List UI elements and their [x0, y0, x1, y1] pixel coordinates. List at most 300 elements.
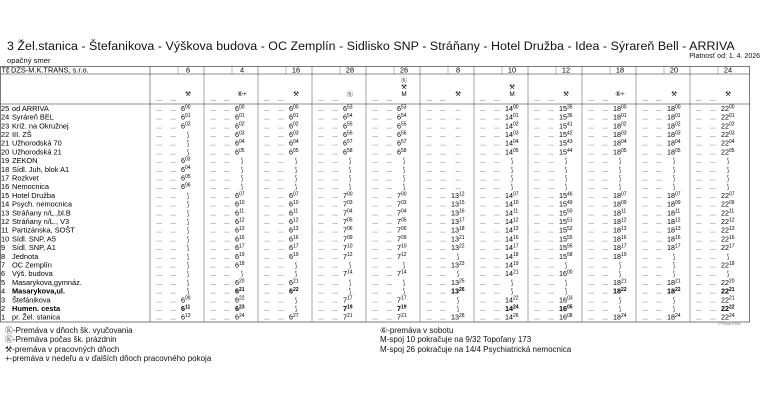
no-service-dots: … — [455, 159, 461, 166]
filler-dots: … — [264, 298, 270, 305]
filler-dots: … — [332, 150, 338, 157]
filler-dots: … — [710, 272, 716, 279]
header-dots: … — [372, 97, 378, 103]
departure-time: $16^{08}$ — [559, 312, 573, 322]
no-service-dots: … — [455, 150, 461, 157]
filler-dots: … — [332, 202, 338, 209]
filler-dots: … — [318, 176, 324, 183]
filler-dots: … — [494, 106, 500, 113]
pass-through-mark: ⟆ — [672, 166, 676, 174]
filler-dots: … — [480, 280, 486, 287]
stop-name: III. ZŠ — [12, 130, 32, 139]
filler-dots: … — [588, 307, 594, 313]
departure-time: $14^{01}$ — [505, 112, 519, 122]
departure-time: $6^{21}$ — [235, 286, 245, 296]
filler-dots: … — [642, 150, 648, 157]
filler-dots: … — [534, 150, 540, 157]
departure-time: $6^{07}$ — [289, 190, 299, 200]
departure-time: $7^{04}$ — [343, 208, 353, 218]
tc-header: Tč — [1, 66, 10, 75]
departure-time: $6^{20}$ — [235, 277, 245, 287]
filler-dots: … — [224, 298, 230, 305]
filler-dots: … — [210, 185, 216, 192]
filler-dots: … — [170, 246, 176, 253]
filler-dots: … — [332, 176, 338, 183]
pass-through-mark: ⟆ — [564, 158, 568, 166]
filler-dots: … — [602, 150, 608, 157]
departure-time: $6^{03}$ — [235, 130, 245, 139]
filler-dots: … — [278, 193, 284, 200]
departure-time: $6^{17}$ — [289, 243, 299, 253]
trip-symbol: ⚒ — [725, 91, 731, 98]
trip-symbol: ⚒ — [509, 84, 515, 91]
departure-time: $7^{14}$ — [343, 269, 353, 279]
departure-time: $18^{21}$ — [667, 277, 681, 287]
pass-through-mark: ⟆ — [186, 140, 190, 148]
pass-through-mark: ⟆ — [186, 192, 190, 200]
filler-dots: … — [588, 272, 594, 279]
filler-dots: … — [440, 246, 446, 253]
stop-name: Masarykova,ul. — [12, 286, 65, 296]
departure-time: $14^{19}$ — [505, 260, 519, 270]
filler-dots: … — [480, 150, 486, 157]
filler-dots: … — [278, 289, 284, 296]
filler-dots: … — [318, 159, 324, 166]
pass-through-mark: ⟆ — [618, 175, 622, 183]
pass-through-mark: ⟆ — [618, 271, 622, 279]
filler-dots: … — [332, 315, 338, 322]
filler-dots: … — [642, 280, 648, 287]
departure-time: $15^{44}$ — [559, 147, 573, 157]
filler-dots: … — [372, 220, 378, 226]
departure-time: $6^{10}$ — [235, 199, 245, 209]
filler-dots: … — [264, 124, 270, 131]
filler-dots: … — [696, 133, 702, 139]
filler-dots: … — [710, 176, 716, 183]
filler-dots: … — [588, 263, 594, 270]
filler-dots: … — [426, 202, 432, 209]
pass-through-mark: ⟆ — [294, 184, 298, 192]
filler-dots: … — [224, 124, 230, 131]
filler-dots: … — [210, 150, 216, 157]
filler-dots: … — [588, 133, 594, 139]
departure-time: $6^{02}$ — [289, 121, 299, 131]
filler-dots: … — [386, 167, 392, 174]
filler-dots: … — [332, 246, 338, 253]
filler-dots: … — [534, 202, 540, 209]
filler-dots: … — [696, 263, 702, 270]
departure-time: $18^{05}$ — [667, 147, 681, 157]
filler-dots: … — [642, 159, 648, 166]
filler-dots: … — [696, 298, 702, 305]
pass-through-mark: ⟆ — [564, 288, 568, 296]
stop-name: OC Zemplín — [12, 260, 52, 270]
filler-dots: … — [494, 246, 500, 253]
filler-dots: … — [278, 237, 284, 244]
stop-tc: 18 — [1, 164, 10, 174]
pass-through-mark: ⟆ — [564, 262, 568, 270]
filler-dots: … — [602, 315, 608, 322]
pass-through-mark: ⟆ — [456, 271, 460, 279]
pass-through-mark: ⟆ — [456, 306, 460, 313]
filler-dots: … — [642, 124, 648, 131]
filler-dots: … — [372, 106, 378, 113]
operator-name: DZS-M.K.TRANS, s.r.o. — [11, 66, 89, 75]
pass-through-mark: ⟆ — [618, 262, 622, 270]
filler-dots: … — [426, 176, 432, 183]
filler-dots: … — [426, 220, 432, 226]
legend-working-days: ⚒-premáva v pracovných dňoch — [5, 344, 120, 354]
filler-dots: … — [602, 289, 608, 296]
filler-dots: … — [170, 272, 176, 279]
filler-dots: … — [642, 220, 648, 226]
filler-dots: … — [156, 307, 162, 313]
pass-through-mark: ⟆ — [618, 297, 622, 305]
filler-dots: … — [642, 307, 648, 313]
filler-dots: … — [210, 289, 216, 296]
departure-time: $18^{16}$ — [613, 234, 627, 244]
filler-dots: … — [548, 315, 554, 322]
stop-name: Syráreň BEL — [12, 112, 54, 122]
filler-dots: … — [332, 298, 338, 305]
filler-dots: … — [426, 280, 432, 287]
filler-dots: … — [156, 280, 162, 287]
filler-dots: … — [386, 315, 392, 322]
filler-dots: … — [656, 246, 662, 253]
filler-dots: … — [426, 246, 432, 253]
filler-dots: … — [696, 272, 702, 279]
filler-dots: … — [210, 211, 216, 218]
filler-dots: … — [264, 254, 270, 261]
filler-dots: … — [156, 263, 162, 270]
filler-dots: … — [534, 176, 540, 183]
departure-time: $16^{00}$ — [559, 269, 573, 279]
departure-time: $6^{58}$ — [397, 147, 407, 157]
filler-dots: … — [696, 167, 702, 174]
filler-dots: … — [318, 115, 324, 122]
filler-dots: … — [656, 193, 662, 200]
filler-dots: … — [710, 202, 716, 209]
departure-time: $18^{00}$ — [613, 103, 627, 113]
departure-time: $22^{09}$ — [721, 199, 735, 209]
filler-dots: … — [494, 141, 500, 148]
filler-dots: … — [602, 280, 608, 287]
filler-dots: … — [602, 202, 608, 209]
filler-dots: … — [210, 315, 216, 322]
filler-dots: … — [170, 315, 176, 322]
filler-dots: … — [440, 124, 446, 131]
departure-time: $18^{04}$ — [613, 138, 627, 148]
filler-dots: … — [210, 159, 216, 166]
trip-symbol: ⚒ — [563, 91, 569, 98]
filler-dots: … — [642, 315, 648, 322]
stop-tc: 2 — [1, 304, 6, 313]
departure-time: $18^{13}$ — [667, 225, 681, 235]
filler-dots: … — [318, 237, 324, 244]
filler-dots: … — [386, 246, 392, 253]
header-dots: … — [332, 97, 338, 103]
filler-dots: … — [156, 167, 162, 174]
filler-dots: … — [494, 263, 500, 270]
filler-dots: … — [332, 220, 338, 226]
filler-dots: … — [642, 272, 648, 279]
pass-through-mark: ⟆ — [564, 175, 568, 183]
filler-dots: … — [548, 193, 554, 200]
trip-number: 16 — [291, 66, 301, 75]
departure-time: $6^{10}$ — [289, 199, 299, 209]
filler-dots: … — [210, 167, 216, 174]
filler-dots: … — [170, 124, 176, 131]
departure-time: $18^{07}$ — [613, 190, 627, 200]
filler-dots: … — [696, 220, 702, 226]
filler-dots: … — [318, 106, 324, 113]
filler-dots: … — [224, 106, 230, 113]
filler-dots: … — [656, 254, 662, 261]
filler-dots: … — [480, 263, 486, 270]
departure-time: $14^{22}$ — [505, 295, 519, 305]
trip-number: 6 — [185, 66, 191, 75]
departure-time: $7^{19}$ — [397, 304, 407, 313]
filler-dots: … — [210, 133, 216, 139]
filler-dots: … — [588, 211, 594, 218]
departure-time: $14^{07}$ — [505, 190, 519, 200]
stop-tc: 13 — [1, 208, 10, 218]
pass-through-mark: ⟆ — [240, 184, 244, 192]
filler-dots: … — [386, 159, 392, 166]
filler-dots: … — [278, 298, 284, 305]
filler-dots: … — [224, 211, 230, 218]
pass-through-mark: ⟆ — [672, 262, 676, 270]
filler-dots: … — [332, 115, 338, 122]
filler-dots: … — [494, 298, 500, 305]
filler-dots: … — [426, 124, 432, 131]
pass-through-mark: ⟆ — [348, 175, 352, 183]
filler-dots: … — [332, 106, 338, 113]
legend-left — [5, 326, 211, 364]
filler-dots: … — [710, 193, 716, 200]
no-service-dots: … — [455, 115, 461, 122]
departure-time: $7^{04}$ — [397, 208, 407, 218]
filler-dots: … — [264, 263, 270, 270]
stop-tc: 21 — [1, 138, 10, 148]
pass-through-mark: ⟆ — [294, 297, 298, 305]
departure-time: $6^{56}$ — [343, 130, 353, 139]
filler-dots: … — [170, 193, 176, 200]
filler-dots: … — [278, 211, 284, 218]
departure-time: $14^{16}$ — [505, 234, 519, 244]
departure-time: $18^{13}$ — [613, 225, 627, 235]
filler-dots: … — [332, 159, 338, 166]
filler-dots: … — [386, 150, 392, 157]
filler-dots: … — [642, 185, 648, 192]
filler-dots: … — [710, 298, 716, 305]
filler-dots: … — [264, 193, 270, 200]
departure-time: $6^{54}$ — [343, 112, 353, 122]
departure-time: $7^{12}$ — [343, 251, 353, 261]
filler-dots: … — [534, 263, 540, 270]
departure-time: $7^{12}$ — [397, 251, 407, 261]
filler-dots: … — [278, 159, 284, 166]
filler-dots: … — [696, 106, 702, 113]
filler-dots: … — [710, 124, 716, 131]
filler-dots: … — [224, 307, 230, 313]
filler-dots: … — [156, 115, 162, 122]
filler-dots: … — [372, 228, 378, 235]
filler-dots: … — [278, 150, 284, 157]
departure-time: $22^{07}$ — [721, 190, 735, 200]
departure-time: $18^{02}$ — [613, 121, 627, 131]
filler-dots: … — [156, 141, 162, 148]
legend-note-spoj-26: M-spoj 26 pokračuje na 14/4 Psychiatrická nemocnica — [380, 344, 572, 354]
pass-through-mark: ⟆ — [348, 158, 352, 166]
pass-through-mark: ⟆ — [186, 149, 190, 157]
departure-time: $6^{03}$ — [181, 156, 191, 166]
filler-dots: … — [426, 298, 432, 305]
filler-dots: … — [210, 202, 216, 209]
filler-dots: … — [278, 115, 284, 122]
filler-dots: … — [656, 228, 662, 235]
filler-dots: … — [602, 159, 608, 166]
filler-dots: … — [170, 263, 176, 270]
filler-dots: … — [656, 272, 662, 279]
departure-time: $13^{26}$ — [451, 286, 465, 296]
departure-time: $14^{04}$ — [505, 138, 519, 148]
filler-dots: … — [372, 141, 378, 148]
departure-time: $18^{09}$ — [667, 199, 681, 209]
departure-time: $7^{10}$ — [397, 243, 407, 253]
pass-through-mark: ⟆ — [564, 184, 568, 192]
filler-dots: … — [534, 115, 540, 122]
filler-dots: … — [710, 150, 716, 157]
departure-time: $7^{09}$ — [343, 234, 353, 244]
departure-time: $18^{22}$ — [667, 286, 681, 296]
departure-time: $18^{03}$ — [613, 130, 627, 139]
departure-time: $18^{02}$ — [667, 121, 681, 131]
departure-time: $18^{21}$ — [613, 277, 627, 287]
filler-dots: … — [642, 263, 648, 270]
departure-time: $6^{04}$ — [289, 138, 299, 148]
departure-time: $22^{21}$ — [721, 286, 735, 296]
pass-through-mark: ⟆ — [186, 132, 190, 139]
filler-dots: … — [480, 159, 486, 166]
departure-time: $22^{13}$ — [721, 225, 735, 235]
departure-time: $6^{01}$ — [235, 112, 245, 122]
trip-symbol: ⑥+ — [237, 91, 247, 98]
filler-dots: … — [588, 106, 594, 113]
filler-dots: … — [426, 315, 432, 322]
pass-through-mark: ⟆ — [726, 271, 730, 279]
filler-dots: … — [156, 289, 162, 296]
departure-time: $6^{54}$ — [397, 112, 407, 122]
filler-dots: … — [170, 280, 176, 287]
filler-dots: … — [426, 141, 432, 148]
filler-dots: … — [480, 307, 486, 313]
filler-dots: … — [440, 263, 446, 270]
filler-dots: … — [602, 246, 608, 253]
filler-dots: … — [696, 115, 702, 122]
stop-tc: 19 — [1, 156, 10, 166]
filler-dots: … — [440, 254, 446, 261]
filler-dots: … — [332, 307, 338, 313]
filler-dots: … — [534, 307, 540, 313]
stop-tc: 8 — [1, 251, 6, 261]
filler-dots: … — [588, 193, 594, 200]
pass-through-mark: ⟆ — [240, 166, 244, 174]
filler-dots: … — [440, 176, 446, 183]
header-dots: … — [264, 97, 270, 103]
filler-dots: … — [548, 133, 554, 139]
departure-time: $15^{58}$ — [559, 251, 573, 261]
filler-dots: … — [332, 263, 338, 270]
departure-time: $18^{16}$ — [667, 234, 681, 244]
departure-time: $6^{00}$ — [289, 103, 299, 113]
trip-number: 4 — [239, 66, 245, 75]
departure-time: $14^{21}$ — [505, 269, 519, 279]
departure-time: $6^{02}$ — [235, 121, 245, 131]
departure-time: $6^{07}$ — [235, 190, 245, 200]
departure-time: $15^{56}$ — [559, 243, 573, 253]
filler-dots: … — [548, 185, 554, 192]
filler-dots: … — [710, 185, 716, 192]
filler-dots: … — [224, 254, 230, 261]
filler-dots: … — [224, 176, 230, 183]
filler-dots: … — [264, 159, 270, 166]
filler-dots: … — [440, 315, 446, 322]
filler-dots: … — [696, 315, 702, 322]
departure-time: $6^{22}$ — [289, 286, 299, 296]
pass-through-mark: ⟆ — [618, 184, 622, 192]
pass-through-mark: ⟆ — [672, 297, 676, 305]
stop-name: Sídl. SNP, A1 — [12, 243, 56, 253]
departure-time: $13^{15}$ — [451, 199, 465, 209]
departure-time: $6^{57}$ — [343, 138, 353, 148]
filler-dots: … — [494, 289, 500, 296]
filler-dots: … — [264, 176, 270, 183]
filler-dots: … — [318, 202, 324, 209]
departure-time: $13^{22}$ — [451, 243, 465, 253]
filler-dots: … — [386, 289, 392, 296]
trip-symbol: M — [401, 91, 407, 98]
filler-dots: … — [210, 115, 216, 122]
pass-through-mark: ⟆ — [186, 201, 190, 209]
filler-dots: … — [372, 298, 378, 305]
departure-time: $6^{19}$ — [289, 251, 299, 261]
departure-time: $18^{17}$ — [667, 243, 681, 253]
departure-time: $14^{26}$ — [505, 312, 519, 322]
filler-dots: … — [386, 272, 392, 279]
filler-dots: … — [642, 202, 648, 209]
filler-dots: … — [440, 298, 446, 305]
no-service-dots: … — [455, 106, 461, 113]
filler-dots: … — [264, 289, 270, 296]
departure-time: $6^{00}$ — [235, 103, 245, 113]
filler-dots: … — [210, 220, 216, 226]
departure-time: $7^{10}$ — [343, 243, 353, 253]
filler-dots: … — [696, 254, 702, 261]
filler-dots: … — [210, 263, 216, 270]
departure-time: $14^{05}$ — [505, 147, 519, 157]
filler-dots: … — [278, 263, 284, 270]
filler-dots: … — [696, 211, 702, 218]
stop-tc: 1 — [1, 312, 6, 322]
filler-dots: … — [224, 289, 230, 296]
filler-dots: … — [440, 211, 446, 218]
stop-name: od ARRIVA — [12, 103, 49, 113]
departure-time: $18^{09}$ — [613, 199, 627, 209]
filler-dots: … — [710, 263, 716, 270]
filler-dots: … — [386, 237, 392, 244]
departure-time: $22^{21}$ — [721, 295, 735, 305]
